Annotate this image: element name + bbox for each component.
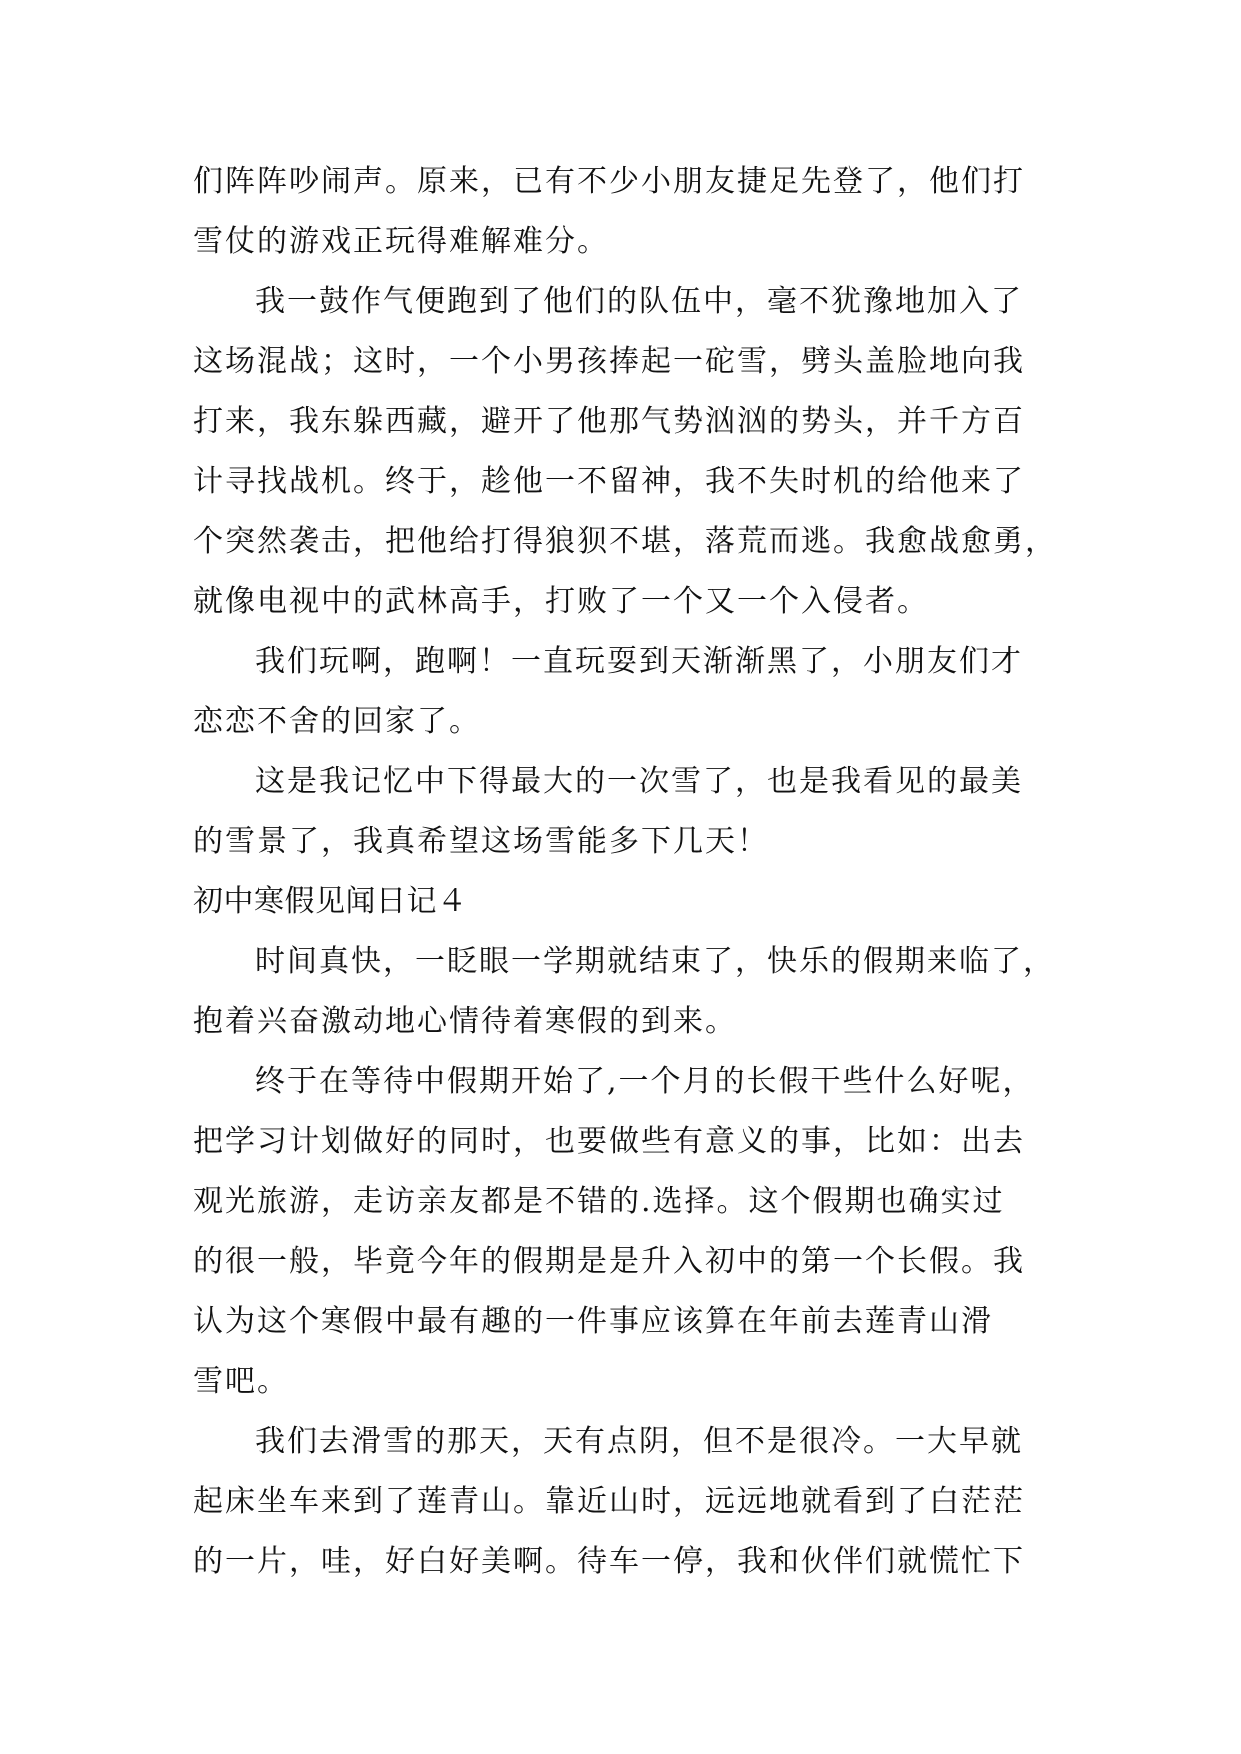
- text-line: 雪仗的游戏正玩得难解难分。: [193, 224, 609, 259]
- text-line: 的雪景了，我真希望这场雪能多下几天！: [193, 824, 769, 859]
- paragraph-first-line: 这是我记忆中下得最大的一次雪了，也是我看见的最美: [255, 764, 1023, 799]
- text-line: 起床坐车来到了莲青山。靠近山时，远远地就看到了白茫茫: [193, 1484, 1025, 1519]
- paragraph-first-line: 我们去滑雪的那天，天有点阴，但不是很冷。一大早就: [255, 1424, 1023, 1459]
- text-line: 个突然袭击，把他给打得狼狈不堪，落荒而逃。我愈战愈勇，: [193, 524, 1057, 559]
- section-heading: 初中寒假见闻日记４: [193, 884, 468, 919]
- text-line: 就像电视中的武林高手，打败了一个又一个入侵者。: [193, 584, 929, 619]
- text-line: 观光旅游，走访亲友都是不错的.选择。这个假期也确实过: [193, 1184, 1005, 1219]
- text-line: 恋恋不舍的回家了。: [193, 704, 481, 739]
- text-line: 抱着兴奋激动地心情待着寒假的到来。: [193, 1004, 737, 1039]
- paragraph-first-line: 我一鼓作气便跑到了他们的队伍中，毫不犹豫地加入了: [255, 284, 1023, 319]
- text-line: 的一片，哇，好白好美啊。待车一停，我和伙伴们就慌忙下: [193, 1544, 1025, 1579]
- text-line: 雪吧。: [193, 1364, 289, 1399]
- text-line: 打来，我东躲西藏，避开了他那气势汹汹的势头，并千方百: [193, 404, 1025, 439]
- text-line: 的很一般，毕竟今年的假期是是升入初中的第一个长假。我: [193, 1244, 1025, 1279]
- text-line: 把学习计划做好的同时，也要做些有意义的事，比如：出去: [193, 1124, 1025, 1159]
- text-line: 认为这个寒假中最有趣的一件事应该算在年前去莲青山滑: [193, 1304, 993, 1339]
- text-line: 这场混战；这时，一个小男孩捧起一砣雪，劈头盖脸地向我: [193, 344, 1025, 379]
- paragraph-first-line: 终于在等待中假期开始了,一个月的长假干些什么好呢，: [255, 1064, 1035, 1099]
- paragraph-first-line: 我们玩啊，跑啊！一直玩耍到天渐渐黑了，小朋友们才: [255, 644, 1023, 679]
- text-line: 计寻找战机。终于，趁他一不留神，我不失时机的给他来了: [193, 464, 1025, 499]
- paragraph-first-line: 时间真快，一眨眼一学期就结束了，快乐的假期来临了，: [255, 944, 1055, 979]
- text-line: 们阵阵吵闹声。原来，已有不少小朋友捷足先登了，他们打: [193, 164, 1025, 199]
